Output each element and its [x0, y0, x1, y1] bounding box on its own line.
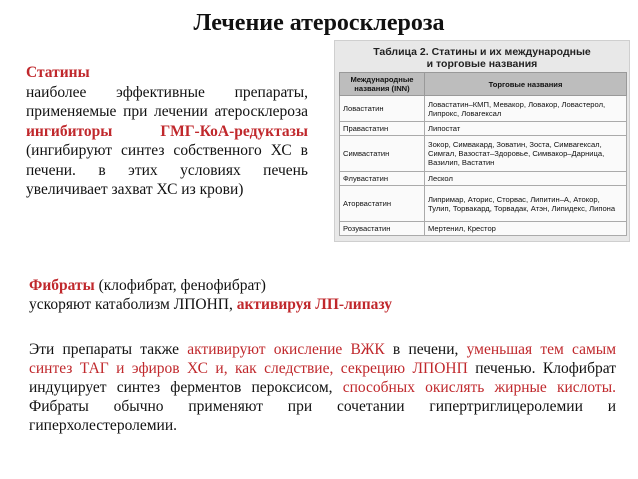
para-highlight-f: способных окислять жирные кислоты. — [342, 379, 616, 396]
col-trade-header: Торговые названия — [425, 73, 627, 96]
page-title: Лечение атеросклероза — [193, 10, 445, 36]
fibrates-heading: Фибраты — [29, 277, 95, 294]
cell-trade: Ловастатин–КМП, Мевакор, Ловакор, Ловастерол, Липрокс, Ловагексал — [425, 96, 627, 122]
table-caption-line2: и торговые названия — [426, 58, 538, 70]
statins-block — [26, 63, 308, 200]
para-highlight-d: уменьшая тем самым синтез ТАГ и эфиров ХС и, как следствие, секрецию ЛПОНП — [29, 341, 617, 377]
cell-inn: Симвастатин — [340, 136, 425, 172]
table-row — [340, 136, 627, 172]
fibrates-highlight: активируя ЛП-липазу — [236, 296, 393, 313]
fibrates-text: ускоряют катаболизм ЛПОНП, — [29, 296, 237, 313]
table-header-row — [340, 73, 627, 96]
cell-trade: Мертенил, Крестор — [425, 222, 627, 236]
para-text-c: в печени, — [384, 341, 467, 358]
fibrates-paragraph — [29, 340, 616, 435]
statins-text-2: (ингибируют синтез собственного ХС в печени. в этих условиях печень увеличивает захват ХС из крови) — [26, 142, 308, 198]
col-inn-header: Международные названия (INN) — [340, 73, 425, 96]
para-text-e: печенью. Клофибрат индуцирует синтез ферментов пероксисом, — [29, 360, 616, 396]
cell-trade: Липостат — [425, 122, 627, 136]
fibrates-line-1 — [29, 276, 609, 295]
para-text-g: Фибраты обычно применяют при сочетании гипертриглицеролемии и гиперхолестеролемии. — [29, 398, 616, 434]
table-row — [340, 96, 627, 122]
para-highlight-b: активируют окисление ВЖК — [187, 341, 385, 358]
cell-trade: Липримар, Аторис, Сторвас, Липитин–А, Атокор, Тулип, Торвакард, Торвадак, Атэн, Липидекс, Липона — [425, 186, 627, 222]
table-row — [340, 222, 627, 236]
table-row — [340, 122, 627, 136]
cell-trade: Зокор, Симвакард, Зоватин, Зоста, Симвагексал, Симгал, Вазостат–Здоровье, Симвакор–Дарница, Вазилип, Вастатин — [425, 136, 627, 172]
cell-inn: Аторвастатин — [340, 186, 425, 222]
statins-highlight: ингибиторы ГМГ-КоА-редуктазы — [26, 122, 308, 140]
statins-table — [339, 72, 627, 236]
cell-inn: Флувастатин — [340, 172, 425, 186]
cell-trade: Лескол — [425, 172, 627, 186]
table-row — [340, 186, 627, 222]
statins-text-1: наиболее эффективные препараты, применяемые при лечении атеросклероза — [26, 83, 308, 120]
table-caption — [335, 41, 629, 72]
fibrates-line-2 — [29, 295, 609, 314]
fibrates-block — [29, 276, 609, 314]
cell-inn: Ловастатин — [340, 96, 425, 122]
statins-heading: Статины — [26, 64, 90, 81]
statins-table-figure — [334, 40, 630, 242]
cell-inn: Правастатин — [340, 122, 425, 136]
para-text-a: Эти препараты также — [29, 341, 188, 358]
table-caption-line1: Таблица 2. Статины и их международные — [373, 46, 591, 58]
table-row — [340, 172, 627, 186]
fibrates-examples: (клофибрат, фенофибрат) — [94, 277, 266, 294]
cell-inn: Розувастатин — [340, 222, 425, 236]
